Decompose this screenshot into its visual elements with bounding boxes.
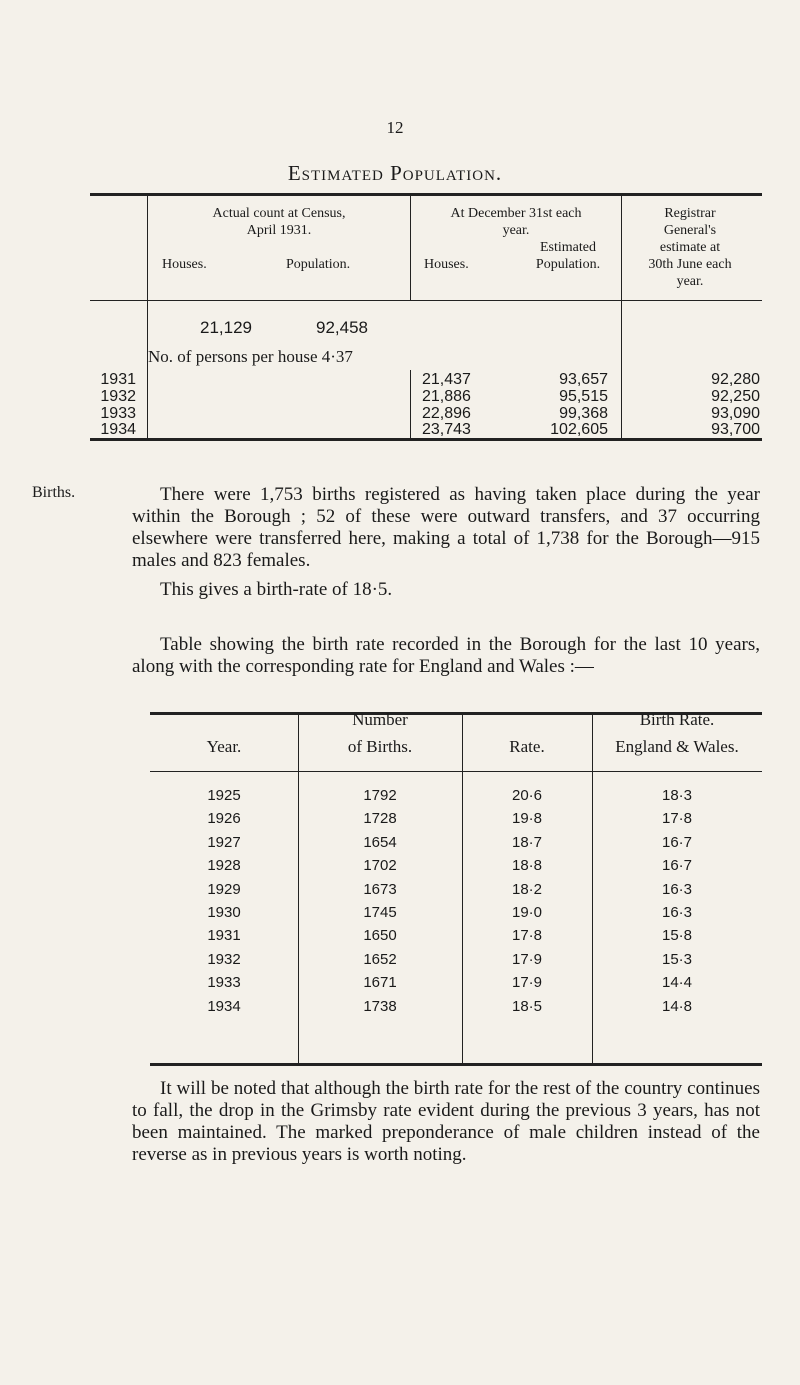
page-title: Estimated Population. [287, 161, 503, 185]
row-population: 99,368 [559, 405, 608, 422]
row-births: 1650 [363, 927, 397, 945]
census-header-line2: April 1931. [246, 223, 312, 238]
december-estimated-header: Estimated [540, 240, 596, 255]
row-year: 1934 [100, 421, 136, 438]
december-header-line1: At December 31st each [450, 206, 582, 221]
row-ew-rate: 15·3 [661, 950, 693, 968]
row-year: 1934 [207, 997, 241, 1015]
number-header-line1: Number [352, 710, 408, 729]
row-births: 1654 [363, 833, 397, 851]
year-header: Year. [206, 737, 242, 756]
census-population-header: Population. [286, 257, 351, 272]
row-ew-rate: 16·3 [661, 904, 693, 921]
row-ew-rate: 16·7 [661, 833, 693, 851]
row-year: 1932 [207, 950, 241, 968]
row-population: 102,605 [550, 421, 608, 438]
registrar-header-line2: General's [663, 223, 717, 238]
registrar-header-line3: estimate at [659, 240, 721, 255]
ew-header-line2: England & Wales. [615, 737, 739, 756]
row-births: 1671 [363, 974, 397, 992]
row-rate: 18·7 [511, 833, 543, 851]
table-top-rule [90, 193, 762, 196]
census-houses-header: Houses. [162, 257, 207, 272]
december-population-header: Population. [535, 257, 601, 272]
row-ew-rate: 18·3 [661, 787, 693, 804]
row-rate: 17·9 [511, 950, 543, 968]
page-number: 12 [386, 118, 404, 137]
row-births: 1738 [363, 997, 397, 1015]
row-year: 1932 [100, 388, 136, 405]
census-header-line1: Actual count at Census, [212, 206, 346, 221]
margin-label-births: Births. [32, 484, 76, 501]
row-year: 1933 [100, 405, 136, 422]
registrar-header-line1: Registrar [664, 206, 716, 221]
row-births: 1728 [363, 810, 397, 828]
row-rate: 17·9 [511, 974, 543, 992]
row-rate: 19·0 [511, 904, 543, 921]
row-ew-rate: 16·3 [661, 880, 693, 898]
birth-rate-sentence: This gives a birth-rate of 18·5. [160, 579, 393, 600]
row-ew-rate: 14·8 [661, 997, 693, 1015]
row-year: 1931 [100, 371, 136, 388]
row-rate: 19·8 [511, 810, 543, 828]
row-ew-rate: 17·8 [661, 810, 693, 828]
row-houses: 22,896 [422, 405, 471, 422]
row-year: 1926 [207, 810, 241, 828]
table-bottom-rule [150, 1063, 762, 1066]
registrar-header-line5: year. [676, 274, 704, 289]
closing-paragraph: It will be noted that although the birth rate for the rest of the country continues to fall, the drop in the Grimsby rate evident during the previous 3 years, has not been maintained. The marked preponderance of male children instead of the reverse as in previous years is worth noting. [132, 1078, 760, 1165]
row-births: 1673 [363, 880, 397, 898]
row-registrar: 93,090 [711, 405, 760, 422]
rate-header: Rate. [509, 737, 545, 756]
row-year: 1930 [207, 904, 241, 921]
row-population: 93,657 [559, 371, 608, 388]
row-houses: 23,743 [422, 421, 471, 438]
row-births: 1652 [363, 950, 397, 968]
census-population-value: 92,458 [316, 318, 368, 337]
row-ew-rate: 15·8 [661, 927, 693, 945]
persons-per-house: No. of persons per house 4·37 [148, 347, 353, 366]
table-header-rule [150, 771, 762, 772]
row-ew-rate: 14·4 [661, 974, 693, 992]
row-houses: 21,886 [422, 388, 471, 405]
row-year: 1927 [207, 833, 241, 851]
row-registrar: 92,250 [711, 388, 760, 405]
row-registrar: 93,700 [711, 421, 760, 438]
row-year: 1933 [207, 974, 241, 992]
row-ew-rate: 16·7 [661, 857, 693, 875]
row-population: 95,515 [559, 388, 608, 405]
december-header-line2: year. [502, 223, 530, 238]
row-births: 1745 [363, 904, 397, 921]
row-births: 1702 [363, 857, 397, 875]
row-rate: 18·2 [511, 880, 543, 898]
row-houses: 21,437 [422, 371, 471, 388]
census-houses-value: 21,129 [200, 318, 252, 337]
december-houses-header: Houses. [424, 257, 469, 272]
row-rate: 18·5 [511, 997, 543, 1015]
table-header-rule [90, 300, 762, 301]
row-year: 1925 [207, 787, 241, 804]
number-header-line2: of Births. [347, 737, 413, 756]
registrar-header-line4: 30th June each [648, 257, 732, 272]
row-year: 1928 [207, 857, 241, 875]
row-rate: 17·8 [511, 927, 543, 945]
row-rate: 18·8 [511, 857, 543, 875]
row-year: 1929 [207, 880, 241, 898]
row-births: 1792 [363, 787, 397, 804]
ew-header-line1: Birth Rate. [639, 710, 715, 729]
table-intro: Table showing the birth rate recorded in the Borough for the last 10 years, along with the corresponding rate for England and Wales :— [132, 634, 760, 677]
row-year: 1931 [207, 927, 241, 945]
row-rate: 20·6 [511, 787, 543, 804]
row-registrar: 92,280 [711, 371, 760, 388]
births-paragraph: There were 1,753 births registered as having taken place during the year within the Borough ; 52 of these were outward transfers, and 37 occurring elsewhere were transferred here, making a total of 1,738 for the Borough—915 males and 823 females. [132, 484, 760, 571]
